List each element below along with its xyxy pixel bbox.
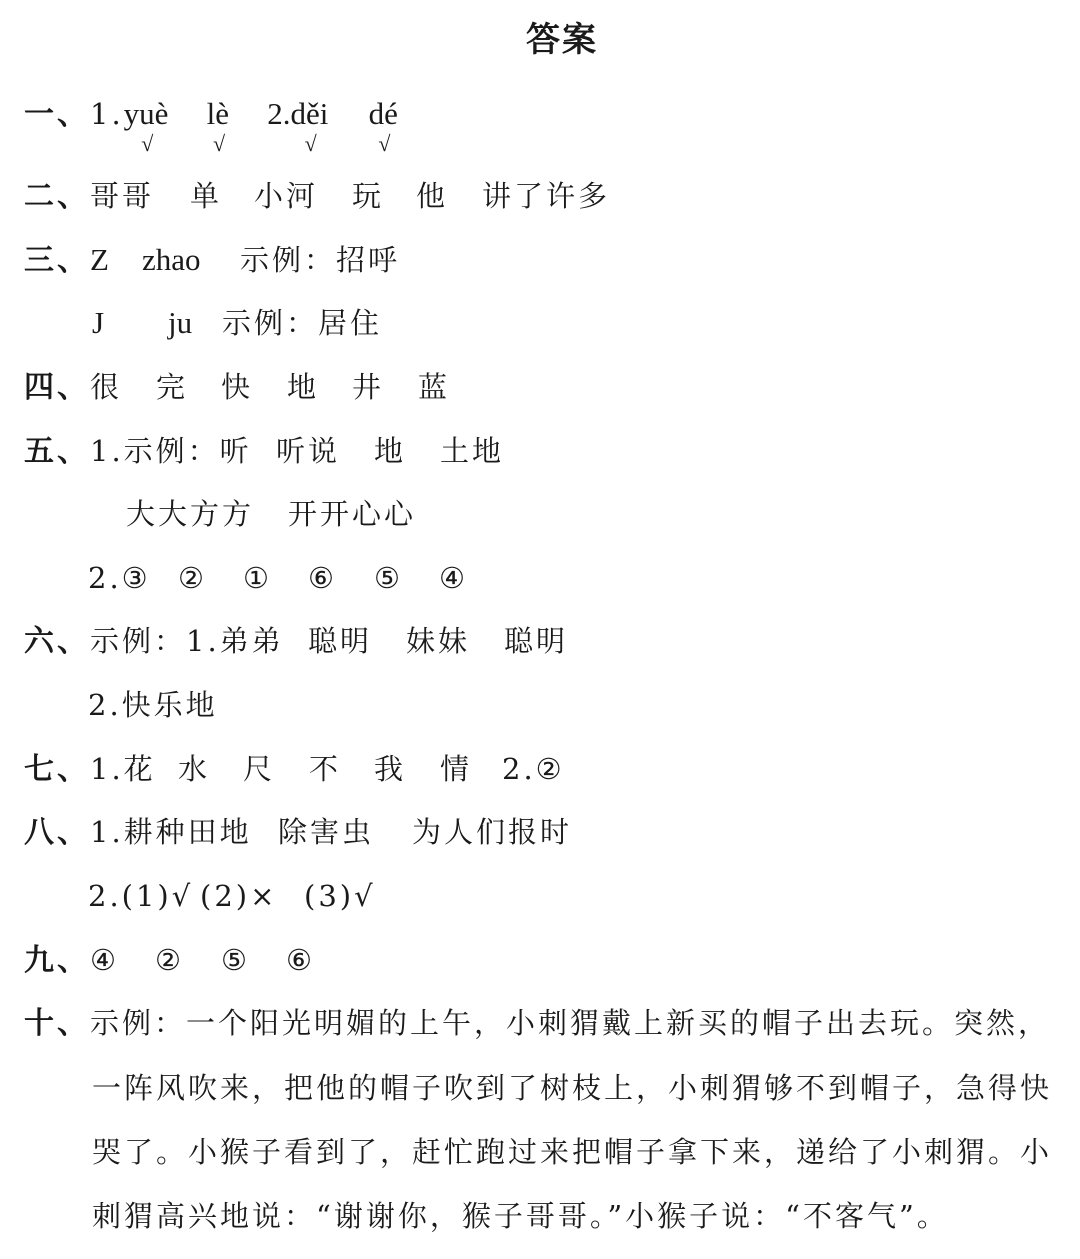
- pinyin-text: ju: [168, 305, 193, 340]
- order-answer: ④: [439, 561, 468, 595]
- answer-word: 1.示例：听: [90, 434, 252, 468]
- question-number: 七、: [24, 752, 90, 787]
- question-4: [24, 367, 450, 408]
- item-prefix: 1.: [90, 97, 124, 131]
- question-number: 二、: [24, 179, 90, 214]
- question-5-row-3: [88, 558, 468, 598]
- order-answer: ②: [155, 943, 184, 977]
- question-9: [24, 940, 315, 981]
- pinyin-answer: [290, 94, 329, 156]
- question-number: 九、: [24, 943, 90, 978]
- answer-word: 妹妹: [406, 624, 471, 658]
- pinyin-answer: [368, 94, 398, 156]
- answer-word: 完: [156, 370, 189, 404]
- order-answer: ④: [90, 943, 119, 977]
- answer-word: 我: [374, 752, 407, 786]
- paragraph-line: 哭了。小猴子看到了，赶忙跑过来把帽子拿下来，递给了小刺猬。小: [92, 1135, 1053, 1169]
- answer-word: 他: [416, 179, 449, 213]
- answer-word: 听说: [276, 434, 341, 468]
- initial-letter: J: [92, 305, 105, 340]
- answer-word: 示例：1.弟弟: [90, 624, 284, 658]
- question-8-row-2: [88, 876, 376, 916]
- order-answer: ⑥: [286, 943, 315, 977]
- answer-word: 讲了许多: [482, 179, 611, 213]
- answer-word: 聪明: [308, 624, 373, 658]
- question-2: [24, 176, 610, 217]
- answer-word: 单: [190, 179, 223, 213]
- paragraph-line: 刺猬高兴地说：“谢谢你，猴子哥哥。”小猴子说：“不客气”。: [92, 1199, 949, 1233]
- question-6-row-2: [88, 685, 218, 725]
- question-8-row-1: [24, 812, 572, 853]
- answer-word: 蓝: [418, 370, 451, 404]
- check-mark-icon: √: [213, 131, 226, 156]
- answer-word: 玩: [352, 179, 385, 213]
- check-mark-icon: √: [378, 131, 391, 156]
- question-3-row-1: [24, 240, 400, 281]
- answer-word: 大大方方: [126, 497, 255, 531]
- pinyin-answer: [206, 94, 230, 156]
- answer-word: 除害虫: [278, 815, 375, 849]
- pinyin-text: yuè: [123, 96, 169, 131]
- check-mark-icon: √: [304, 131, 317, 156]
- answer-word: 地: [374, 434, 407, 468]
- question-5-row-2: [126, 494, 416, 534]
- paragraph-line: 示例：一个阳光明媚的上午，小刺猬戴上新买的帽子出去玩。突然，: [90, 1006, 1051, 1040]
- answer-word: 很: [90, 370, 123, 404]
- pinyin-answer: [123, 94, 169, 156]
- page-title: 答案: [526, 20, 598, 60]
- question-number: 十、: [24, 1006, 90, 1041]
- answer-word: 井: [352, 370, 385, 404]
- question-number: 一、: [24, 97, 90, 132]
- question-number: 八、: [24, 815, 90, 850]
- answer-word: 水: [178, 752, 211, 786]
- judgement-answer: (3)√: [304, 879, 376, 913]
- order-answer: ①: [243, 561, 272, 595]
- question-number: 三、: [24, 243, 90, 278]
- question-6-row-1: [24, 621, 568, 662]
- pinyin-text: dé: [368, 96, 398, 131]
- order-answer: 2.③: [88, 561, 151, 595]
- paragraph-line: 一阵风吹来，把他的帽子吹到了树枝上，小刺猬够不到帽子，急得快: [92, 1071, 1053, 1105]
- answer-word: 聪明: [504, 624, 569, 658]
- answer-word: 开开心心: [288, 497, 417, 531]
- question-3-row-2: [92, 303, 382, 343]
- judgement-answer: (2)×: [200, 879, 278, 913]
- question-number: 四、: [24, 370, 90, 405]
- pinyin-text: lè: [206, 96, 230, 131]
- question-5-row-1: [24, 431, 504, 472]
- question-1: [24, 94, 398, 156]
- question-7: [24, 749, 565, 790]
- question-number: 五、: [24, 434, 90, 469]
- answer-word: 哥哥: [90, 179, 155, 213]
- answer-word: 土地: [440, 434, 505, 468]
- answer-word: 2.②: [502, 752, 565, 786]
- initial-letter: Z: [90, 242, 109, 277]
- answer-word: 小河: [254, 179, 319, 213]
- question-number: 六、: [24, 624, 90, 659]
- order-answer: ⑥: [308, 561, 337, 595]
- question-10: [24, 991, 1074, 1248]
- order-answer: ⑤: [221, 943, 250, 977]
- check-mark-icon: √: [141, 131, 154, 156]
- answer-word: 尺: [243, 752, 276, 786]
- answer-word: 为人们报时: [412, 815, 573, 849]
- pinyin-text: zhao: [142, 242, 201, 277]
- answer-word: 快: [221, 370, 254, 404]
- answer-word: 1.花: [90, 752, 156, 786]
- example-word: 示例：居住: [222, 306, 383, 340]
- answer-word: 1.耕种田地: [90, 815, 252, 849]
- answer-word: 情: [440, 752, 473, 786]
- pinyin-text: děi: [290, 96, 329, 131]
- example-word: 示例：招呼: [240, 243, 401, 277]
- answer-word: 2.快乐地: [88, 688, 218, 722]
- answer-word: 地: [287, 370, 320, 404]
- answer-word: 不: [309, 752, 342, 786]
- order-answer: ②: [178, 561, 207, 595]
- order-answer: ⑤: [374, 561, 403, 595]
- item-prefix: 2.: [267, 96, 291, 131]
- judgement-answer: 2.(1)√: [88, 879, 194, 913]
